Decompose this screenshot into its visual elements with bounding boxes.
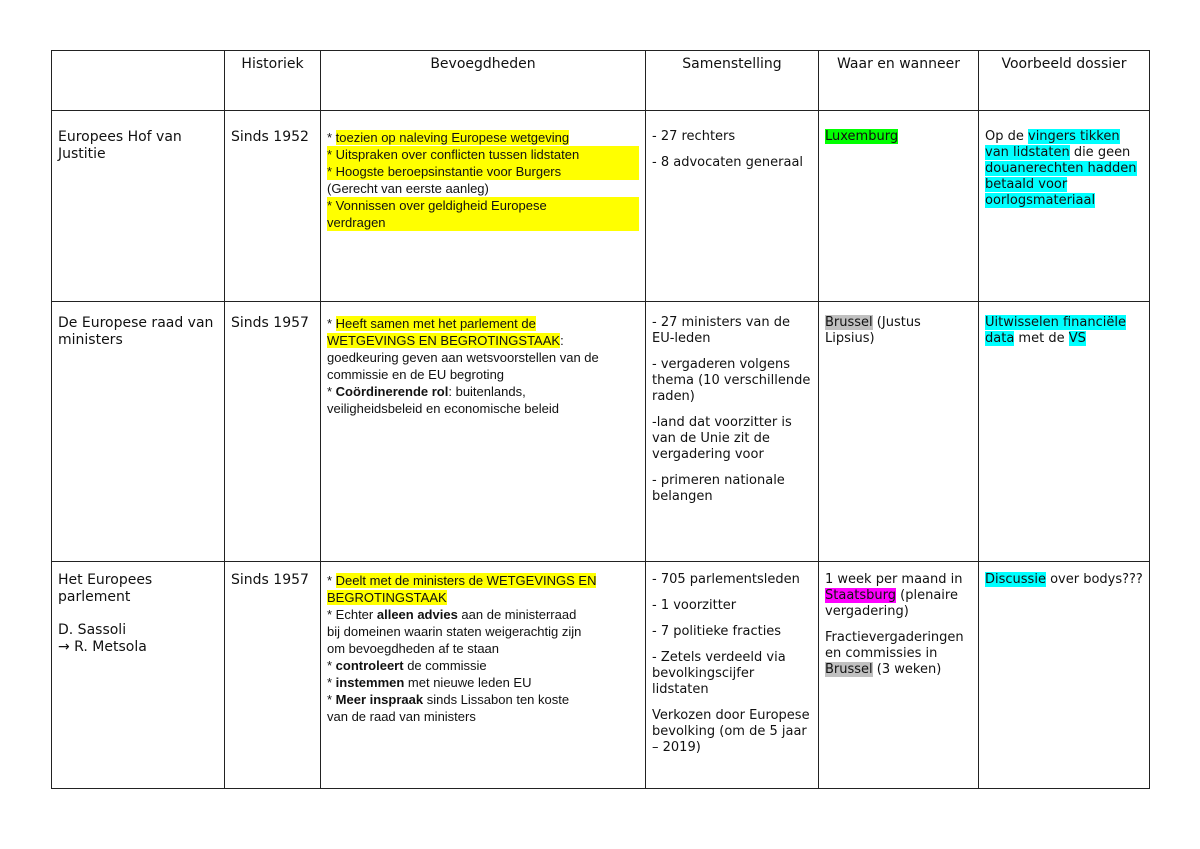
institution-cell — [52, 111, 225, 302]
example-cell: Uitwisselen financiële data met de VS — [979, 302, 1150, 562]
president-current: → R. Metsola — [58, 639, 147, 655]
header-row — [52, 51, 1150, 111]
powers-line: * Uitspraken over conflicten tussen lidstaten — [327, 146, 639, 163]
president-previous: D. Sassoli — [58, 622, 127, 638]
composition-cell — [646, 302, 819, 562]
composition-item: - 8 advocaten generaal — [652, 155, 804, 170]
header-historiek: Historiek — [225, 51, 321, 111]
powers-cell: * toezien op naleving Europese wetgeving * Uitspraken over conflicten tussen lidstaten * Hoogste beroepsinstantie voor Burgers (Gerecht van eerste aanleg) * Vonnissen over geldigheid Europese verdragen — [321, 111, 646, 302]
composition-item: - 27 rechters — [652, 129, 736, 144]
example-cell: Op de vingers tikken van lidstaten die geen douanerechten hadden betaald voor oorlogsmateriaal — [979, 111, 1150, 302]
composition-cell — [646, 111, 819, 302]
composition-item: Verkozen door Europese bevolking (om de 5 jaar – 2019) — [652, 708, 810, 755]
composition-item: - 705 parlementsleden — [652, 572, 800, 587]
location-highlight: Brussel — [825, 662, 873, 677]
institution-name: Het Europees parlement — [58, 572, 153, 605]
table-row — [52, 302, 1150, 562]
location-highlight: Staatsburg — [825, 588, 897, 603]
powers-line: (Gerecht van eerste aanleg) — [327, 181, 489, 196]
composition-item: - 1 voorzitter — [652, 598, 737, 613]
where-cell: 1 week per maand in Staatsburg (plenaire vergadering) Fractievergaderingen en commissies in Brussel (3 weken) — [819, 562, 979, 789]
institution-cell — [52, 302, 225, 562]
header-waar-en-wanneer: Waar en wanneer — [819, 51, 979, 111]
where-cell: Brussel (Justus Lipsius) — [819, 302, 979, 562]
history-value: Sinds 1957 — [231, 315, 309, 331]
location-highlight: Luxemburg — [825, 129, 899, 144]
institution-cell — [52, 562, 225, 789]
where-cell — [819, 111, 979, 302]
history-cell — [225, 562, 321, 789]
header-bevoegdheden: Bevoegdheden — [321, 51, 646, 111]
institution-name: De Europese raad van ministers — [58, 315, 214, 348]
composition-item: - vergaderen volgens thema (10 verschillende raden) — [652, 357, 811, 404]
composition-item: -land dat voorzitter is van de Unie zit de vergadering voor — [652, 415, 792, 462]
powers-line: toezien op naleving Europese wetgeving — [335, 130, 570, 145]
powers-cell: * Heeft samen met het parlement de WETGEVINGS EN BEGROTINGSTAAK: goedkeuring geven aan wetsvoorstellen van de commissie en de EU begroting * Coördinerende rol: buitenlands, veiligheidsbeleid en economische beleid — [321, 302, 646, 562]
header-samenstelling: Samenstelling — [646, 51, 819, 111]
powers-line: verdragen — [327, 214, 639, 231]
example-cell: Discussie over bodys??? — [979, 562, 1150, 789]
history-value: Sinds 1952 — [231, 129, 309, 145]
header-voorbeeld-dossier: Voorbeeld dossier — [979, 51, 1150, 111]
table-row — [52, 562, 1150, 789]
table-row — [52, 111, 1150, 302]
composition-item: - 7 politieke fracties — [652, 624, 782, 639]
composition-cell — [646, 562, 819, 789]
institutions-table — [51, 50, 1150, 789]
powers-line: * Vonnissen over geldigheid Europese — [327, 197, 639, 214]
history-value: Sinds 1957 — [231, 572, 309, 588]
composition-item: - primeren nationale belangen — [652, 473, 785, 504]
powers-cell: * Deelt met de ministers de WETGEVINGS EN BEGROTINGSTAAK * Echter alleen advies aan de ministerraad bij domeinen waarin staten weigerachtig zijn om bevoegdheden af te staan * controleert de commissie * instemmen met nieuwe leden EU * Meer inspraak sinds Lissabon ten koste van de raad van ministers — [321, 562, 646, 789]
composition-item: - 27 ministers van de EU-leden — [652, 315, 791, 346]
header-empty — [52, 51, 225, 111]
institution-name: Europees Hof van Justitie — [58, 129, 182, 162]
powers-line: * Hoogste beroepsinstantie voor Burgers — [327, 163, 639, 180]
location-highlight: Brussel — [825, 315, 873, 330]
composition-item: - Zetels verdeeld via bevolkingscijfer lidstaten — [652, 650, 786, 697]
history-cell — [225, 111, 321, 302]
history-cell — [225, 302, 321, 562]
